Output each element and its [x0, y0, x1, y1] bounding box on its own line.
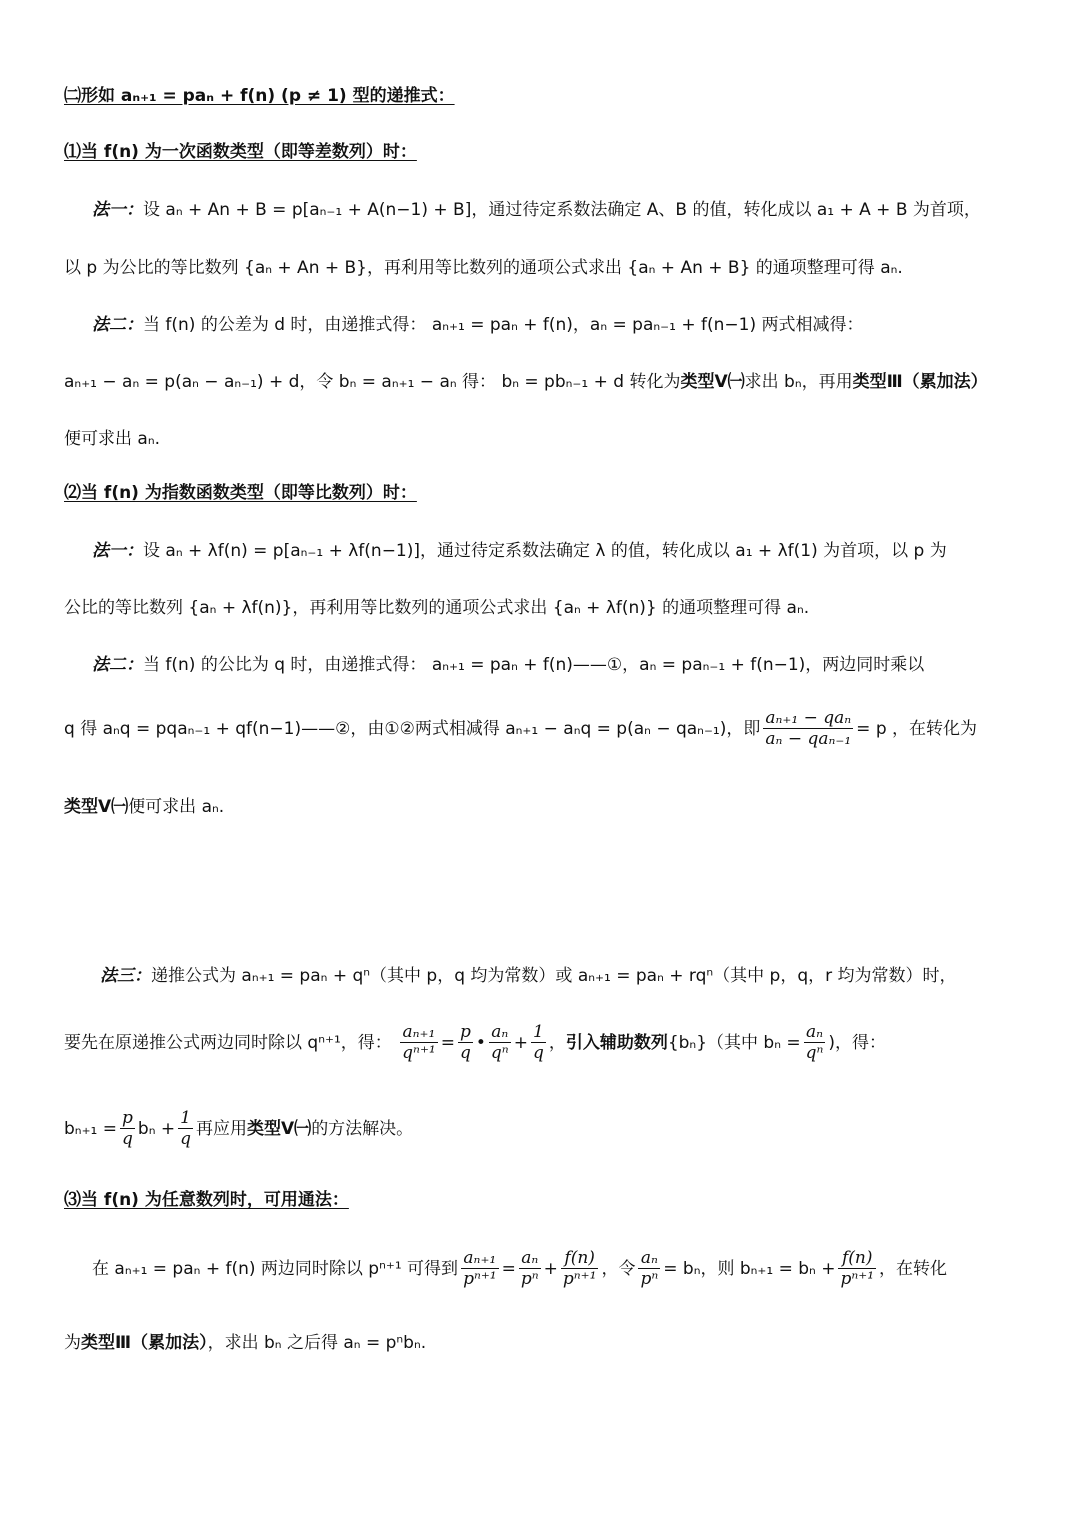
fraction-denominator: q [532, 1043, 544, 1064]
fraction-numerator: aₙ₊₁ [400, 1022, 438, 1043]
s2-heading: ⑵当 f(n) 为指数函数类型（即等比数列）时： [64, 483, 417, 503]
s3-type-iii-ref: 类型Ⅲ（累加法） [81, 1333, 208, 1353]
fraction [638, 1248, 660, 1290]
s3-text-a2: ，令 [601, 1258, 636, 1279]
s2-ratio-fraction [763, 708, 853, 750]
fraction-denominator: qⁿ [805, 1043, 824, 1064]
fraction-numerator: aₙ [519, 1248, 541, 1269]
fraction-denominator: aₙ − qaₙ₋₁ [765, 729, 852, 750]
s2-method3-line1 [100, 966, 957, 987]
s3-text-b1: 为 [64, 1333, 81, 1353]
fraction [519, 1248, 541, 1290]
s1-type-iii-ref: 类型Ⅲ（累加法） [852, 372, 988, 392]
s2-method2-line2 [64, 708, 977, 750]
fraction-denominator: pⁿ⁺¹ [840, 1269, 875, 1290]
fraction-denominator: q [459, 1043, 471, 1064]
s3-line2 [64, 1333, 426, 1354]
s3-text-a4: ，在转化 [879, 1258, 948, 1279]
fraction-denominator: pⁿ⁺¹ [463, 1269, 497, 1290]
s3-heading: ⑶当 f(n) 为任意数列时，可用通法： [64, 1190, 349, 1210]
s1-heading: ⑴当 f(n) 为一次函数类型（即等差数列）时： [64, 142, 417, 162]
s1-method1-label: 法一： [92, 200, 143, 220]
fraction-denominator: pⁿ [640, 1269, 659, 1290]
fraction [489, 1022, 511, 1064]
s2-type-v-ref-2: 类型Ⅴ㈠ [247, 1118, 312, 1139]
fraction [178, 1108, 193, 1150]
s2-method2-text-b2: = p ，在转化为 [856, 718, 978, 739]
s2-method2-label: 法二： [92, 655, 143, 675]
fraction-numerator: 1 [178, 1108, 193, 1129]
fraction [561, 1248, 599, 1290]
fraction-numerator: 1 [531, 1022, 546, 1043]
s3-line1: 在 aₙ₊₁ = paₙ + f(n) 两边同时除以 pⁿ⁺¹ 可得到 $\frac{\text{aₙ₊₁}}{\text{pⁿ⁺¹}}$ = $\frac{\text{aₙ}}{\text{pⁿ}}$ + $\frac{f(n)}{\text{pⁿ⁺¹}}$ ，令 $\frac{\text{aₙ}}{\text{pⁿ}}$ = bₙ，则 bₙ₊₁ = bₙ + $\frac{f(n)}{\text{pⁿ⁺¹}}$ ，在转化 [92, 1248, 948, 1290]
s1-method2-text-a: 当 f(n) 的公差为 d 时，由递推式得： aₙ₊₁ = paₙ + f(n)，aₙ = paₙ₋₁ + f(n−1) 两式相减得： [143, 315, 864, 335]
s3-text-b3: ，求出 bₙ 之后得 aₙ = pⁿbₙ. [207, 1333, 427, 1353]
s2-method1-text-a: 设 aₙ + λf(n) = p[aₙ₋₁ + λf(n−1)]，通过待定系数法确定 λ 的值，转化成以 a₁ + λf(1) 为首项，以 p 为 [143, 541, 947, 561]
fraction-numerator: f(n) [561, 1248, 599, 1269]
s2-method3-line2: 要先在原递推公式两边同时除以 qⁿ⁺¹，得： $\frac{\text{aₙ₊₁}}{\text{qⁿ⁺¹}}$ = $\frac{p}{q}$ • $\frac{\text{aₙ}}{\text{qⁿ}}$ + $\frac{1}{q}$ ，引入辅助数列{bₙ}（其中 bₙ = $\frac{\text{aₙ}}{\text{qⁿ}}$ )，得： [64, 1022, 887, 1064]
fraction-numerator: aₙ₊₁ [461, 1248, 499, 1269]
s1-method1-line2: 以 p 为公比的等比数列 {aₙ + An + B}，再利用等比数列的通项公式求出 {aₙ + An + B} 的通项整理可得 aₙ. [64, 258, 903, 278]
fraction-denominator: pⁿ⁺¹ [562, 1269, 597, 1290]
fraction-numerator: aₙ [489, 1022, 511, 1043]
fraction [458, 1022, 473, 1064]
fraction [838, 1248, 876, 1290]
fraction-numerator: aₙ [638, 1248, 660, 1269]
fraction [400, 1022, 438, 1064]
fraction-numerator: p [459, 1022, 471, 1042]
s2-method3-text-a: 递推公式为 aₙ₊₁ = paₙ + qⁿ（其中 p，q 均为常数）或 aₙ₊₁ = paₙ + rqⁿ（其中 p，q，r 均为常数）时， [151, 966, 957, 986]
s1-method2-label: 法二： [92, 315, 143, 335]
s2-method3-text-b5: )，得： [828, 1032, 887, 1053]
s3-text-a3: = bₙ，则 bₙ₊₁ = bₙ + [663, 1258, 836, 1279]
fraction [804, 1022, 826, 1064]
s2-method3-label: 法三： [100, 966, 151, 986]
s2-method2-line3 [64, 797, 224, 818]
fraction-denominator: q [122, 1129, 133, 1150]
s2-method3-text-c5: 的方法解决。 [311, 1118, 414, 1139]
fraction-numerator: f(n) [838, 1248, 876, 1269]
s2-method3-text-b1: 要先在原递推公式两边同时除以 qⁿ⁺¹，得： [64, 1032, 392, 1053]
fraction [531, 1022, 546, 1064]
fraction [120, 1108, 135, 1150]
s2-method2-line1 [92, 655, 924, 676]
s2-type-v-ref: 类型Ⅴ㈠ [64, 797, 129, 817]
s2-method2-text-a: 当 f(n) 的公比为 q 时，由递推式得： aₙ₊₁ = paₙ + f(n)——①，aₙ = paₙ₋₁ + f(n−1)，两边同时乘以 [143, 655, 925, 675]
s2-method1-line1 [92, 541, 947, 562]
s2-method2-text-c2: 便可求出 aₙ. [128, 797, 225, 817]
s2-method2-text-b1: q 得 aₙq = pqaₙ₋₁ + qf(n−1)——②，由①②两式相减得 aₙ₊₁ − aₙq = p(aₙ − qaₙ₋₁)，即 [64, 718, 761, 739]
s2-method3-text-b4: {bₙ}（其中 bₙ = [667, 1032, 801, 1053]
s2-method3-text-b2: ， [548, 1032, 566, 1053]
fraction-denominator: qⁿ⁺¹ [402, 1043, 436, 1064]
fraction-denominator: qⁿ [490, 1043, 509, 1064]
s2-method1-line2: 公比的等比数列 {aₙ + λf(n)}，再利用等比数列的通项公式求出 {aₙ + λf(n)} 的通项整理可得 aₙ. [64, 598, 810, 618]
s2-method3-line3 [64, 1108, 413, 1150]
s2-method1-label: 法一： [92, 541, 143, 561]
s2-method3-text-c2: bₙ + [137, 1118, 176, 1139]
s1-method1-text-a: 设 aₙ + An + B = p[aₙ₋₁ + A(n−1) + B]，通过待定系数法确定 A、B 的值，转化成以 a₁ + A + B 为首项， [143, 200, 981, 220]
s2-aux-sequence-label: 引入辅助数列 [565, 1032, 668, 1053]
fraction [461, 1248, 499, 1290]
fraction-numerator: aₙ [804, 1022, 826, 1043]
s2-method3-text-c1: bₙ₊₁ = [64, 1118, 118, 1139]
fraction-numerator: p [122, 1108, 133, 1128]
s1-method2-text-b3: 求出 bₙ，再用 [744, 372, 853, 392]
s3-text-a1: 在 aₙ₊₁ = paₙ + f(n) 两边同时除以 pⁿ⁺¹ 可得到 [92, 1258, 459, 1279]
fraction-numerator: aₙ₊₁ − qaₙ [765, 708, 852, 728]
s1-type-v-ref: 类型Ⅴ㈠ [680, 372, 745, 392]
s2-method3-text-c3: 再应用 [196, 1118, 248, 1139]
fraction-denominator: pⁿ [520, 1269, 539, 1290]
s1-method2-line2 [64, 372, 988, 393]
s1-method2-line1 [92, 315, 863, 336]
s1-method2-line3: 便可求出 aₙ. [64, 429, 160, 449]
s1-method2-text-b1: aₙ₊₁ − aₙ = p(aₙ − aₙ₋₁) + d，令 bₙ = aₙ₊₁ − aₙ 得： bₙ = pbₙ₋₁ + d 转化为 [64, 372, 681, 392]
section-title: ㈡形如 aₙ₊₁ = paₙ + f(n) (p ≠ 1) 型的递推式： [64, 86, 455, 106]
fraction-denominator: q [180, 1129, 192, 1150]
s1-method1-line1 [92, 200, 981, 221]
